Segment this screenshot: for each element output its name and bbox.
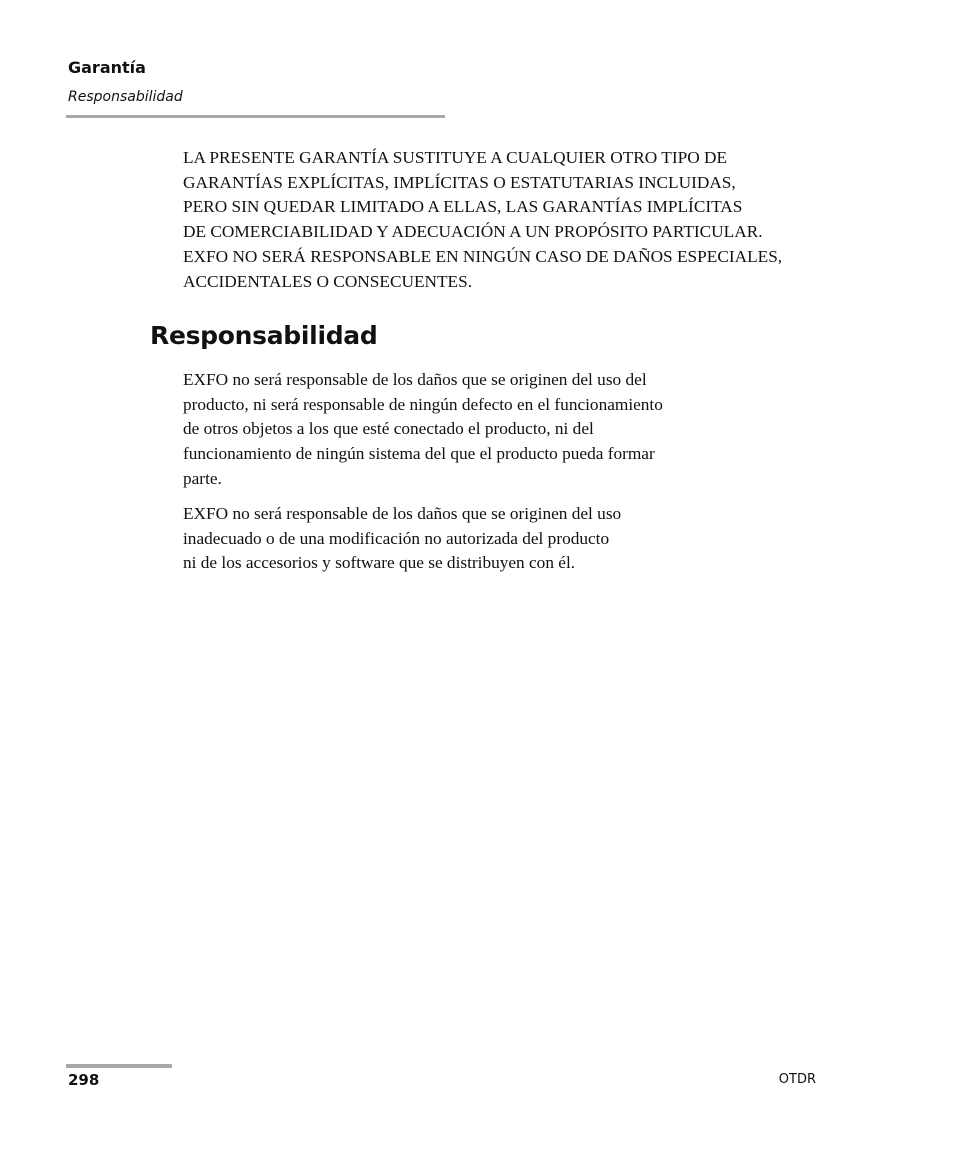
footer-divider: [66, 1064, 172, 1068]
paragraph-line: EXFO no será responsable de los daños que se originen del uso: [183, 504, 622, 523]
section-heading: Responsabilidad: [150, 321, 378, 350]
disclaimer-line: PERO SIN QUEDAR LIMITADO A ELLAS, LAS GARANTÍAS IMPLÍCITAS: [183, 197, 743, 217]
paragraph-line: parte.: [183, 468, 222, 488]
disclaimer-line: DE COMERCIABILIDAD Y ADECUACIÓN A UN PROPÓSITO PARTICULAR.: [183, 222, 763, 242]
liability-paragraph-2: [183, 502, 833, 576]
header-divider: [66, 115, 445, 118]
paragraph-line: funcionamiento de ningún sistema del que el producto pueda formar: [183, 444, 655, 464]
running-header-chapter: Garantía: [68, 58, 146, 77]
page-number: 298: [68, 1071, 100, 1089]
paragraph-line: producto, ni será responsable de ningún defecto en el funcionamiento: [183, 394, 663, 414]
disclaimer-line: LA PRESENTE GARANTÍA SUSTITUYE A CUALQUIER OTRO TIPO DE: [183, 148, 728, 167]
product-name: OTDR: [778, 1072, 816, 1087]
paragraph-line: ni de los accesorios y software que se distribuyen con él.: [183, 553, 576, 573]
paragraph-line: inadecuado o de una modificación no autorizada del producto: [183, 528, 610, 548]
disclaimer-line: ACCIDENTALES O CONSECUENTES.: [183, 271, 473, 291]
paragraph-line: de otros objetos a los que esté conectado el producto, ni del: [183, 419, 594, 439]
disclaimer-line: EXFO NO SERÁ RESPONSABLE EN NINGÚN CASO DE DAÑOS ESPECIALES,: [183, 246, 783, 266]
paragraph-line: EXFO no será responsable de los daños que se originen del uso del: [183, 370, 647, 389]
warranty-disclaimer: [183, 146, 833, 294]
running-header-section: Responsabilidad: [68, 89, 183, 105]
disclaimer-line: GARANTÍAS EXPLÍCITAS, IMPLÍCITAS O ESTATUTARIAS INCLUIDAS,: [183, 172, 736, 192]
liability-paragraph-1: [183, 368, 833, 492]
